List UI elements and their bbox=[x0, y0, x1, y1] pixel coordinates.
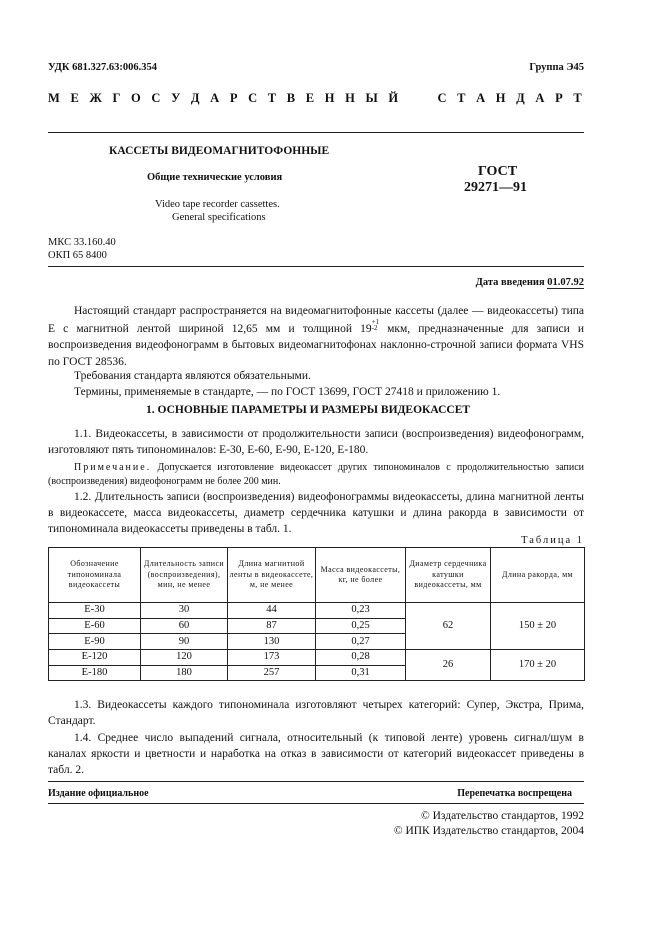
table-cell: 0,31 bbox=[316, 665, 406, 681]
official-edition: Издание официальное bbox=[48, 788, 149, 799]
table-header-cell: Масса видеокассеты, кг, не более bbox=[316, 548, 406, 603]
table-cell: Е-120 bbox=[49, 650, 141, 666]
banner-letter: А bbox=[535, 91, 545, 105]
document-subtitle: Общие технические условия bbox=[147, 172, 283, 183]
table-cell-leader: 150 ± 20 bbox=[491, 603, 585, 650]
note-label: Примечание. bbox=[74, 462, 152, 473]
tolerance-upper: +1 bbox=[371, 318, 380, 327]
table-cell: 0,25 bbox=[316, 618, 406, 634]
banner-letter: Е bbox=[305, 91, 315, 105]
table-cell: Е-60 bbox=[49, 618, 141, 634]
table-header-cell: Длина магнитной ленты в видеокассете, м, не менее bbox=[228, 548, 316, 603]
table-cell-diameter: 62 bbox=[406, 603, 491, 650]
divider bbox=[48, 781, 584, 782]
paragraph-text: мкм, предназначенные для записи и воспроизведения видеофонограмм в бытовых видеомагнитофонах наклонно-строчной записи формата VHS по ГОСТ 28536. bbox=[48, 323, 584, 368]
table-cell: 173 bbox=[228, 650, 316, 666]
banner-letter: Й bbox=[388, 91, 399, 105]
table-cell: 180 bbox=[141, 665, 228, 681]
copyright-1992: © Издательство стандартов, 1992 bbox=[420, 810, 584, 822]
section-heading: 1. ОСНОВНЫЕ ПАРАМЕТРЫ И РАЗМЕРЫ ВИДЕОКАССЕТ bbox=[146, 404, 471, 416]
udk-code: УДК 681.327.63:006.354 bbox=[48, 62, 157, 73]
banner-letter: О bbox=[131, 91, 141, 105]
table-cell: 130 bbox=[228, 634, 316, 650]
mks-code: МКС 33.160.40 bbox=[48, 237, 116, 248]
banner-letter: Н bbox=[495, 91, 506, 105]
table-cell: 44 bbox=[228, 603, 316, 619]
note-text: Допускается изготовление видеокассет других типономиналов с продолжительностью записи (воспроизведения) видеофонограмм не более 200 мин. bbox=[48, 462, 584, 487]
table-header-cell: Обозначение типономинала видеокассеты bbox=[49, 548, 141, 603]
gost-number: 29271—91 bbox=[464, 180, 527, 195]
table-row bbox=[49, 603, 585, 619]
table-header-cell: Диаметр сердечника катушки видеокассеты, мм bbox=[406, 548, 491, 603]
english-title-line1: Video tape recorder cassettes. bbox=[155, 199, 280, 210]
divider bbox=[48, 803, 584, 804]
banner-gap bbox=[409, 91, 427, 106]
banner-letter: Р bbox=[229, 91, 238, 105]
group-code: Группа Э45 bbox=[529, 62, 584, 73]
table-cell: 87 bbox=[228, 618, 316, 634]
table-cell: Е-180 bbox=[49, 665, 141, 681]
banner-letter: Г bbox=[112, 91, 121, 105]
gost-label: ГОСТ bbox=[478, 164, 518, 179]
table-cell: 120 bbox=[141, 650, 228, 666]
paragraph-mandatory: Требования стандарта являются обязательными. bbox=[74, 370, 311, 382]
table-1 bbox=[48, 547, 585, 681]
table-cell-diameter: 26 bbox=[406, 650, 491, 681]
banner-letter: Т bbox=[573, 91, 582, 105]
paragraph-1-3: 1.3. Видеокассеты каждого типономинала изготовляют четырех категорий: Супер, Экстра, Прима, Стандарт. bbox=[48, 699, 584, 728]
table-header-row bbox=[49, 548, 585, 603]
table-row bbox=[49, 650, 585, 666]
table-cell: 90 bbox=[141, 634, 228, 650]
banner-letter: А bbox=[476, 91, 486, 105]
tolerance-lower: -2 bbox=[371, 324, 378, 333]
banner-letter: Д bbox=[516, 91, 525, 105]
banner-letter: Т bbox=[457, 91, 466, 105]
table-cell: Е-90 bbox=[49, 634, 141, 650]
english-title-line2: General specifications bbox=[172, 212, 266, 223]
table-cell: Е-30 bbox=[49, 603, 141, 619]
divider bbox=[48, 266, 584, 267]
introduction-date-value: 01.07.92 bbox=[547, 277, 584, 288]
document-title: КАССЕТЫ ВИДЕОМАГНИТОФОННЫЕ bbox=[109, 145, 330, 157]
banner-letter: В bbox=[286, 91, 296, 105]
table-cell: 0,27 bbox=[316, 634, 406, 650]
banner-letter: Ж bbox=[89, 91, 102, 105]
table-cell-leader: 170 ± 20 bbox=[491, 650, 585, 681]
banner-letter: Н bbox=[345, 91, 355, 105]
banner-letter: С bbox=[248, 91, 258, 105]
table-caption: Таблица 1 bbox=[521, 535, 584, 546]
paragraph-1-4: 1.4. Среднее число выпадений сигнала, относительный (к типовой ленте) уровень сигнал/шум в каналах яркости и цветности и наработка на отказ в зависимости от категорий видеокассет приведены в табл. 2. bbox=[48, 732, 584, 777]
tolerance bbox=[372, 319, 379, 331]
paragraph-text: Настоящий стандарт распространяется на видеомагнитофонные кассеты (далее — видеокассеты) типа Е с магнитной лентой шириной 12,65 мм и толщиной 19 bbox=[48, 305, 584, 336]
paragraph-1-2: 1.2. Длительность записи (воспроизведения) видеофонограммы видеокассеты, длина магнитной ленты в видеокассете, масса видеокассеты, диаметр сердечника катушки и длина ракорда в зависимости от типономинала видеокассеты приведены в табл. 1. bbox=[48, 491, 584, 536]
banner-letter: С bbox=[437, 91, 447, 105]
reprint-prohibited: Перепечатка воспрещена bbox=[457, 788, 572, 799]
introduction-date bbox=[476, 277, 584, 288]
copyright-2004: © ИПК Издательство стандартов, 2004 bbox=[393, 825, 584, 837]
note bbox=[48, 461, 584, 489]
table-header-cell: Длительность записи (воспроизведения), мин, не менее bbox=[141, 548, 228, 603]
banner-letter: С bbox=[151, 91, 161, 105]
table-cell: 60 bbox=[141, 618, 228, 634]
banner-letter: У bbox=[171, 91, 181, 105]
table-cell: 30 bbox=[141, 603, 228, 619]
banner-letter: Д bbox=[190, 91, 200, 105]
banner-letter: Т bbox=[267, 91, 277, 105]
paragraph-scope bbox=[48, 303, 584, 370]
banner-letter: Ы bbox=[365, 91, 378, 105]
paragraph-1-1: 1.1. Видеокассеты, в зависимости от продолжительности записи (воспроизведения) видеофонограмм, изготовляют пять типономиналов: Е-30, Е-60, Е-90, Е-120, Е-180. bbox=[48, 428, 584, 457]
banner-letter: Е bbox=[70, 91, 79, 105]
divider bbox=[48, 132, 584, 133]
banner-letter: М bbox=[48, 91, 60, 105]
banner-letter: Н bbox=[324, 91, 335, 105]
standard-banner bbox=[48, 91, 582, 106]
banner-letter: А bbox=[210, 91, 220, 105]
table-header-cell: Длина ракорда, мм bbox=[491, 548, 585, 603]
banner-letter: Р bbox=[555, 91, 563, 105]
okp-code: ОКП 65 8400 bbox=[48, 250, 107, 261]
table-cell: 0,23 bbox=[316, 603, 406, 619]
paragraph-terms: Термины, применяемые в стандарте, — по ГОСТ 13699, ГОСТ 27418 и приложению 1. bbox=[74, 386, 501, 398]
introduction-date-label: Дата введения bbox=[475, 277, 548, 288]
table-cell: 0,28 bbox=[316, 650, 406, 666]
table-cell: 257 bbox=[228, 665, 316, 681]
